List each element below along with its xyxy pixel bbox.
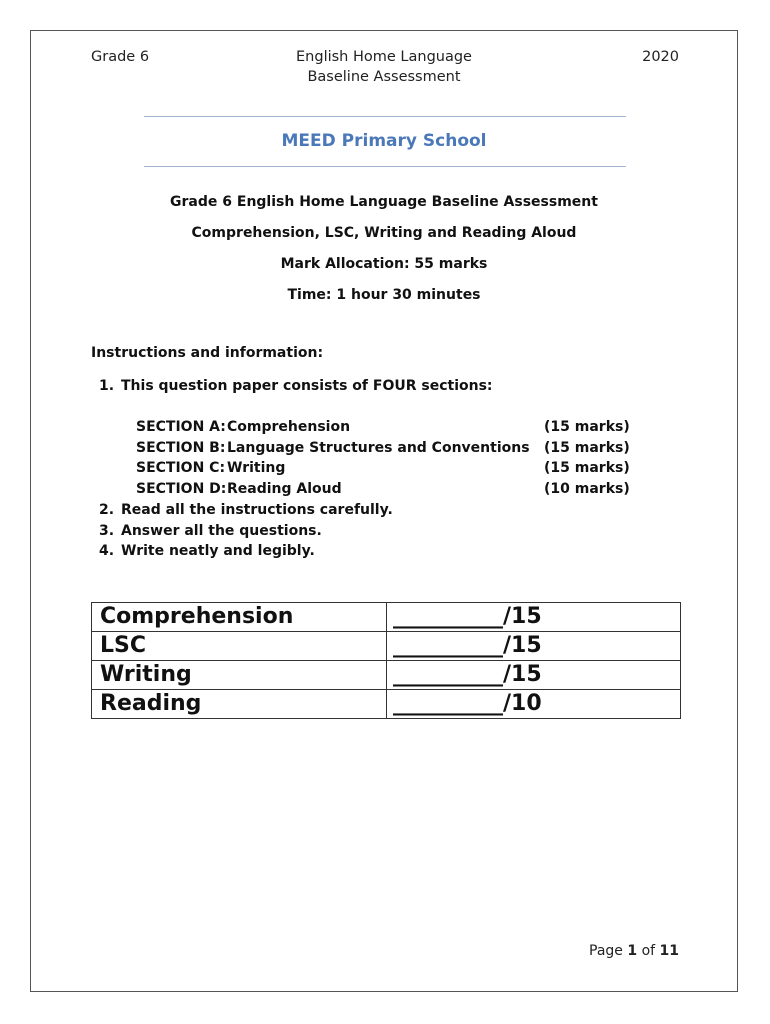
assessment-titles <box>31 191 737 315</box>
section-marks: (15 marks) <box>544 460 630 477</box>
instruction-number: 1. <box>99 378 115 394</box>
instruction-item <box>99 521 393 542</box>
section-marks: (10 marks) <box>544 481 630 498</box>
section-marks: (15 marks) <box>544 439 630 456</box>
score-row <box>92 661 681 690</box>
page-word: Page <box>589 943 623 959</box>
section-name: Writing <box>227 460 286 477</box>
score-row <box>92 690 681 719</box>
score-label: Comprehension <box>92 603 387 632</box>
header-grade: Grade 6 <box>91 49 150 65</box>
assessment-components: Comprehension, LSC, Writing and Reading Aloud <box>191 225 577 241</box>
section-row <box>136 458 634 479</box>
section-name: Language Structures and Conventions <box>227 439 530 456</box>
instruction-items <box>99 500 393 562</box>
sections-list <box>136 417 634 500</box>
section-key: SECTION A: <box>136 419 226 435</box>
score-blank: __________/15 <box>387 603 681 632</box>
section-key: SECTION C: <box>136 460 226 477</box>
section-name: Comprehension <box>227 419 351 435</box>
score-row <box>92 632 681 661</box>
instruction-item <box>99 500 393 521</box>
section-key: SECTION B: <box>136 439 226 456</box>
instruction-text: This question paper consists of FOUR sections: <box>121 378 493 394</box>
score-blank: __________/10 <box>387 690 681 719</box>
of-word: of <box>641 943 656 959</box>
score-blank: __________/15 <box>387 632 681 661</box>
page-number: 1 <box>627 943 638 959</box>
instruction-number: 2. <box>99 502 115 518</box>
score-label: LSC <box>92 632 387 661</box>
section-row <box>136 479 634 500</box>
score-label: Reading <box>92 690 387 719</box>
section-row <box>136 438 634 459</box>
instruction-number: 3. <box>99 522 115 539</box>
assessment-title: Grade 6 English Home Language Baseline Assessment <box>170 194 598 210</box>
divider-bottom <box>144 166 626 167</box>
instruction-text: Read all the instructions carefully. <box>121 502 393 518</box>
score-row <box>92 603 681 632</box>
instruction-text: Write neatly and legibly. <box>121 543 315 559</box>
time-allowed: Time: 1 hour 30 minutes <box>287 287 481 303</box>
header-subject-line2: Baseline Assessment <box>307 69 461 85</box>
instruction-number: 4. <box>99 543 115 559</box>
header-subject-line1: English Home Language <box>296 49 472 65</box>
header-year: 2020 <box>642 49 679 65</box>
score-label: Writing <box>92 661 387 690</box>
document-page <box>30 30 738 992</box>
score-blank: __________/15 <box>387 661 681 690</box>
instruction-item <box>99 376 493 397</box>
section-row <box>136 417 634 438</box>
section-key: SECTION D: <box>136 481 227 498</box>
instruction-item <box>99 541 393 562</box>
page-total: 11 <box>659 943 679 959</box>
page-footer <box>589 943 679 959</box>
header-subject <box>31 47 737 87</box>
section-marks: (15 marks) <box>544 419 630 435</box>
instructions-heading: Instructions and information: <box>91 345 324 361</box>
school-name: MEED Primary School <box>281 131 487 151</box>
score-table <box>91 602 681 719</box>
section-name: Reading Aloud <box>227 481 342 498</box>
divider-top <box>144 116 626 117</box>
mark-allocation: Mark Allocation: 55 marks <box>280 256 488 272</box>
instruction-text: Answer all the questions. <box>121 522 322 539</box>
